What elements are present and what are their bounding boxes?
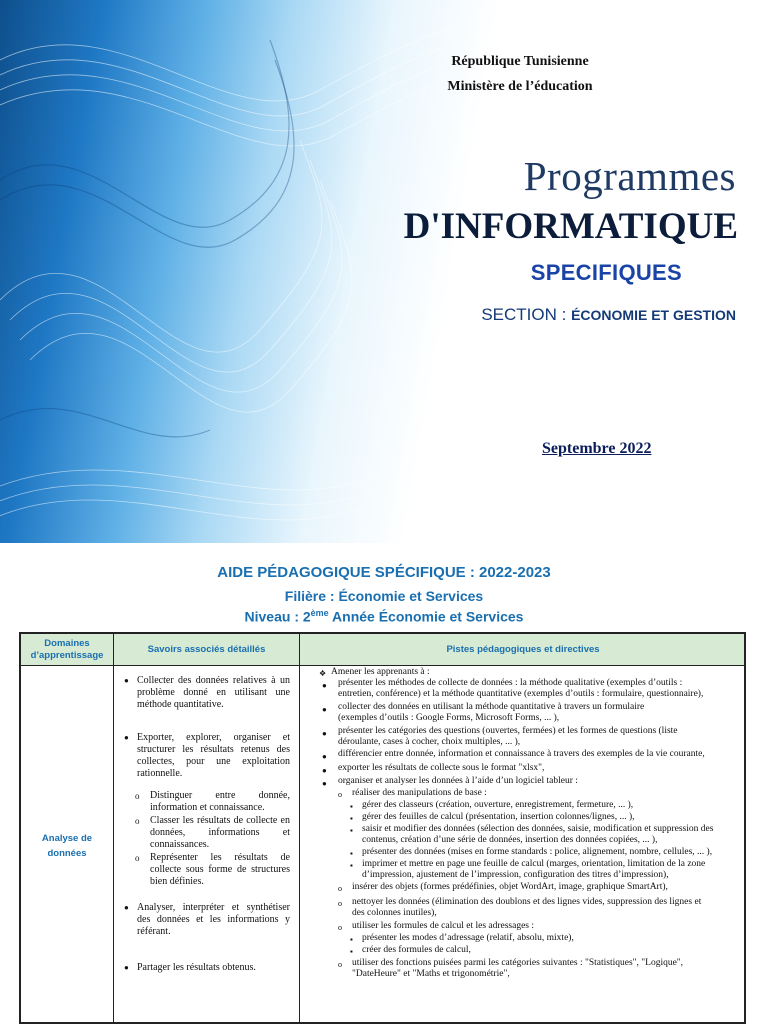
section-value: ÉCONOMIE ET GESTION bbox=[571, 307, 736, 323]
piste-line: présenter des données (mises en forme standards : police, alignement, nombre, cellules, ... ), bbox=[362, 847, 713, 857]
arrow-bullet-icon: ❖ bbox=[319, 669, 327, 678]
piste-line: réaliser des manipulations de base : bbox=[352, 788, 487, 798]
savoir-text: Analyser, interpréter et synthétiser des données et les informations y référant. bbox=[137, 902, 290, 937]
savoir-text: Partager les résultats obtenus. bbox=[137, 962, 256, 973]
piste-line: collecter des données en utilisant la méthode quantitative à travers un formulaire bbox=[338, 702, 645, 712]
piste-line: présenter les catégories des questions (ouvertes, fermées) et les formes de questions (liste bbox=[338, 726, 678, 736]
piste-line: contenus, création d’une série de données, insertion des données copiées, ... ), bbox=[362, 835, 658, 845]
savoir-text: Classer les résultats de collecte en données, informations et connaissances. bbox=[150, 815, 290, 850]
piste-line: entretien, conférence) et la méthode quantitative (exemples d’outils : formulaire, questionnaire), bbox=[338, 689, 704, 699]
domain-label: Analyse de données bbox=[41, 833, 93, 859]
piste-line: insérer des objets (formes prédéfinies, objet WordArt, image, graphique SmartArt), bbox=[352, 882, 668, 892]
niveau-suffix: Année Économie et Services bbox=[328, 608, 524, 625]
piste-line: déroulante, cases à cocher, choix multiples, ... ), bbox=[338, 737, 521, 747]
header-domaines: Domaines d’apprentissage bbox=[30, 637, 104, 661]
domain-cell bbox=[21, 666, 113, 1024]
republic-name: République Tunisienne bbox=[451, 54, 589, 69]
section-label: SECTION : bbox=[481, 305, 567, 324]
piste-line: imprimer et mettre en page une feuille de calcul (marges, orientation, limitation de la zone bbox=[362, 859, 706, 869]
cover-title-programmes: Programmes bbox=[523, 153, 736, 199]
piste-line: différencier entre donnée, information et connaissance à travers des exemples de la vie courante, bbox=[338, 749, 705, 759]
cover-title-specifiques: SPECIFIQUES bbox=[530, 260, 682, 285]
piste-line: exporter les résultats de collecte sous le format "xlsx", bbox=[338, 763, 545, 773]
niveau-prefix: Niveau : 2 bbox=[244, 608, 311, 625]
aide-filiere: Filière : Économie et Services bbox=[284, 588, 484, 604]
cover-section bbox=[481, 305, 736, 325]
header-pistes: Pistes pédagogiques et directives bbox=[446, 643, 600, 655]
piste-line: (exemples d’outils : Google Forms, Microsoft Forms, ... ), bbox=[338, 713, 560, 723]
piste-line: saisir et modifier des données (sélection des données, saisie, modification et suppression des bbox=[362, 824, 714, 834]
piste-line: présenter les méthodes de collecte de données : la méthode qualitative (exemples d’outils : bbox=[338, 678, 683, 688]
aide-niveau bbox=[0, 608, 768, 625]
table-row bbox=[21, 666, 744, 1024]
piste-line: Amener les apprenants à : bbox=[331, 667, 430, 677]
savoir-text: Collecter des données relatives à un problème donné en utilisant une méthode quantitative. bbox=[137, 675, 290, 710]
piste-line: créer des formules de calcul, bbox=[362, 945, 471, 955]
piste-line: organiser et analyser les données à l’aide d’un logiciel tableur : bbox=[338, 776, 578, 786]
savoir-text: Exporter, explorer, organiser et structurer les résultats retenus des collectes, pour une exploitation rationnelle. bbox=[137, 732, 290, 779]
niveau-sup: ème bbox=[310, 608, 329, 618]
header-savoirs: Savoirs associés détaillés bbox=[147, 643, 266, 655]
ministry-name: Ministère de l’éducation bbox=[447, 79, 593, 94]
cover-date: Septembre 2022 bbox=[542, 440, 652, 457]
aide-heading: AIDE PÉDAGOGIQUE SPÉCIFIQUE : 2022-2023 bbox=[217, 564, 551, 581]
cover-title-informatique: D'INFORMATIQUE bbox=[403, 206, 738, 247]
savoir-text: Distinguer entre donnée, information et connaissance. bbox=[150, 790, 290, 813]
piste-line: gérer des feuilles de calcul (présentation, insertion colonnes/lignes, ... ), bbox=[362, 812, 635, 822]
savoir-text: Représenter les résultats de collecte sous forme de structures bien définies. bbox=[150, 852, 290, 887]
program-table bbox=[19, 632, 746, 1024]
piste-line: d’impression, ajustement de l’impression, configuration des titres d’impression), bbox=[362, 870, 669, 880]
piste-line: des colonnes inutiles), bbox=[352, 908, 437, 918]
piste-line: utiliser des fonctions puisées parmi les catégories suivantes : "Statistiques", "Logique", bbox=[352, 958, 684, 968]
piste-line: nettoyer les données (élimination des doublons et des lignes vides, suppression des lignes et bbox=[352, 897, 702, 907]
piste-line: présenter les modes d’adressage (relatif, absolu, mixte), bbox=[362, 933, 574, 943]
piste-line: gérer des classeurs (création, ouverture, enregistrement, fermeture, ... ), bbox=[362, 800, 634, 810]
piste-line: "DateHeure" et "Maths et trigonométrie", bbox=[352, 969, 510, 979]
savoirs-cell: ● Collecter des données relatives à un problème donné en utilisant une méthode quantitative. ● Exporter, explorer, organiser et structurer les résultats retenus des collectes, pour une exploitation rationnelle. o Distinguer entre donnée, information et connaissance. o Classer les résultats de collecte en données, informations et connaissances. o Représenter les résultats de collecte sous forme de structures bien définies. ● Analyser, interpréter et synthétiser des données et les informations y référant. ● Partager les résultats obtenus. bbox=[124, 675, 290, 973]
pistes-cell: ❖ Amener les apprenants à : ● présenter les méthodes de collecte de données : la méthode qualitative (exemples d’outils : entretien, conférence) et la méthode quantitative (exemples d’outils : formulaire, questionnaire), ● collecter des données en utilisant la méthode quantitative à travers un formulaire (exemples d’outils : Google Forms, Microsoft Forms, ... ), ● présenter les catégories des questions (ouvertes, fermées) et les formes de questions (liste déroulante, cases à cocher, choix multiples, ... ), ● différencier entre donnée, information et connaissance à travers des exemples de la vie courante, ● exporter les résultats de collecte sous le format "xlsx", ● organiser et analyser les données à l’aide d’un logiciel tableur : o réaliser des manipulations de base : ▪ gérer des classeurs (création, ouverture, enregistrement, fermeture, ... ), ▪ gérer des feuilles de calcul (présentation, insertion colonnes/lignes, ... ), ▪ saisir et modifier des données (sélection des données, saisie, modification et suppression des contenus, création d’une série de données, insertion des données copiées, ... ), ▪ présenter des données (mises en forme standards : police, alignement, nombre, cellules, ... ), ▪ imprimer et mettre en page une feuille de calcul (marges, orientation, limitation de la zone d’impression, ajustement de l’impression, configuration des titres d’impression), o insérer des objets (formes prédéfinies, objet WordArt, image, graphique SmartArt), o nettoyer les données (élimination des doublons et des lignes vides, suppression des lignes et des colonnes inutiles), o utiliser les formules de calcul et les adressages : ▪ présenter les modes d’adressage (relatif, absolu, mixte), ▪ créer des formules de calcul, o utiliser des fonctions puisées parmi les catégories suivantes : "Statistiques", "Logique", "DateHeure" et "Maths et trigonométrie", bbox=[319, 667, 714, 979]
table-header-row bbox=[21, 634, 744, 666]
piste-line: utiliser les formules de calcul et les adressages : bbox=[352, 921, 535, 931]
